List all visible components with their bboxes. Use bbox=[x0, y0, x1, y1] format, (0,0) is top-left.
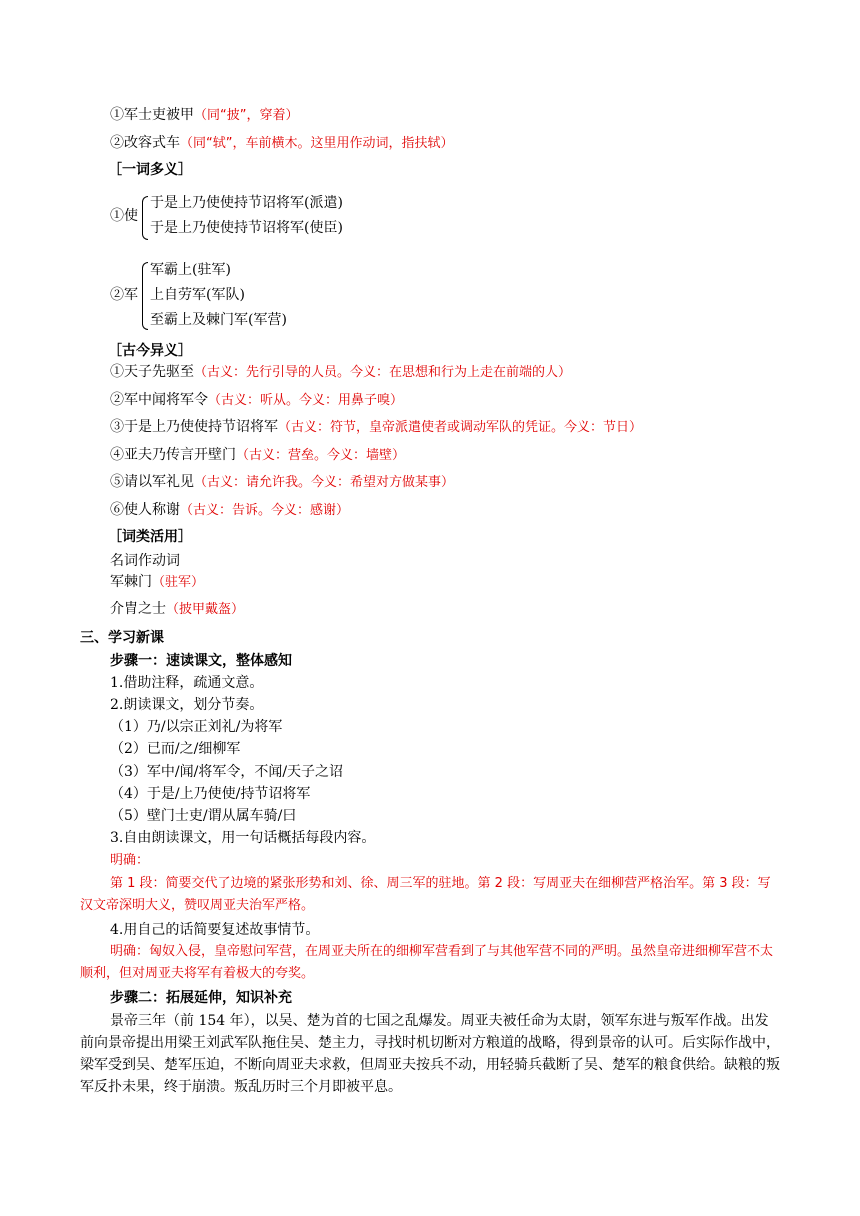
gujin-text: ⑤请以军礼见 bbox=[110, 474, 194, 490]
tongjia-text: ②改容式车 bbox=[110, 135, 180, 151]
gujin-item bbox=[110, 445, 405, 466]
paragraph: 4.用自己的话简要复述故事情节。 bbox=[110, 922, 320, 938]
jun-item: 军霸上(驻军) bbox=[150, 262, 231, 278]
tongjia-note: （同“披”，穿着） bbox=[194, 108, 299, 123]
step-heading: 步骤一：速读课文，整体感知 bbox=[110, 653, 292, 669]
gujin-item bbox=[110, 500, 349, 521]
rhythm-item: （5）壁门士吏/谓从属车骑/曰 bbox=[110, 808, 297, 824]
shi-label: ①使 bbox=[110, 208, 138, 224]
paragraph: 3.自由朗读课文，用一句话概括每段内容。 bbox=[110, 830, 376, 846]
gujin-text: ①天子先驱至 bbox=[110, 364, 194, 380]
gujin-text: ⑥使人称谢 bbox=[110, 502, 180, 518]
gujin-note: （古义：先行引导的人员。今义：在思想和行为上走在前端的人） bbox=[194, 365, 572, 380]
gujin-text: ③于是上乃使使持节诏将军 bbox=[110, 419, 278, 435]
answer-text: 明确：匈奴入侵，皇帝慰问军营，在周亚夫所在的细柳军营看到了与其他军营不同的严明。虽然皇帝进细柳军营不太顺利，但对周亚夫将军有着极大的夸奖。 bbox=[80, 944, 774, 981]
rhythm-item: （4）于是/上乃使使/持节诏将军 bbox=[110, 786, 311, 802]
step-heading: 步骤二：拓展延伸，知识补充 bbox=[110, 990, 292, 1006]
huoyong-heading: ［词类活用］ bbox=[108, 529, 192, 545]
gujin-note: （古义：告诉。今义：感谢） bbox=[180, 503, 350, 518]
huoyong-item bbox=[110, 572, 204, 593]
gujin-item bbox=[110, 472, 454, 493]
answer-text: 第 1 段：简要交代了边境的紧张形势和刘、徐、周三军的驻地。第 2 段：写周亚夫在细柳营严格治军。第 3 段：写汉文帝深明大义，赞叹周亚夫治军严格。 bbox=[80, 876, 771, 913]
gujin-text: ④亚夫乃传言开壁门 bbox=[110, 447, 236, 463]
paragraph: 2.朗读课文，划分节奏。 bbox=[110, 697, 264, 713]
huoyong-note: （披甲戴盔） bbox=[166, 602, 245, 617]
answer-label: 明确： bbox=[110, 853, 150, 868]
rhythm-item: （2）已而/之/细柳军 bbox=[110, 741, 241, 757]
gujin-text: ②军中闻将军令 bbox=[110, 392, 208, 408]
huoyong-text: 军棘门 bbox=[110, 574, 152, 590]
shi-item: 于是上乃使使持节诏将军(派遣) bbox=[150, 195, 343, 211]
rhythm-item: （3）军中/闻/将军令，不闻/天子之诏 bbox=[110, 764, 344, 780]
jun-label: ②军 bbox=[110, 287, 138, 303]
tongjia-item bbox=[110, 133, 453, 154]
huoyong-item bbox=[110, 599, 244, 620]
brace bbox=[142, 196, 148, 240]
gujin-note: （古义：符节，皇帝派遣使者或调动军队的凭证。今义：节日） bbox=[278, 420, 643, 435]
shi-item: 于是上乃使使持节诏将军(使臣) bbox=[150, 220, 343, 236]
rhythm-item: （1）乃/以宗正刘礼/为将军 bbox=[110, 719, 283, 735]
gujin-item bbox=[110, 362, 571, 383]
jun-item: 上自劳军(军队) bbox=[150, 287, 245, 303]
section-heading: 三、学习新课 bbox=[80, 630, 164, 646]
jun-item: 至霸上及棘门军(军营) bbox=[150, 312, 287, 328]
tongjia-item bbox=[110, 105, 298, 126]
extension-paragraph: 景帝三年（前 154 年），以吴、楚为首的七国之乱爆发。周亚夫被任命为太尉，领军东进与叛军作战。出发前向景帝提出用梁王刘武军队拖住吴、楚主力，寻找时机切断对方粮道的战略，得到景帝的认可。后实际作战中，梁军受到吴、楚军压迫，不断向周亚夫求救，但周亚夫按兵不动，用轻骑兵截断了吴、楚军的粮食供给。缺粮的叛军反扑未果，终于崩溃。叛乱历时三个月即被平息。 bbox=[80, 1013, 780, 1095]
gujin-note: （古义：请允许我。今义：希望对方做某事） bbox=[194, 475, 455, 490]
yici-heading: ［一词多义］ bbox=[108, 162, 192, 178]
gujin-note: （古义：听从。今义：用鼻子嗅） bbox=[208, 393, 404, 408]
huoyong-text: 介胄之士 bbox=[110, 601, 166, 617]
gujin-heading: ［古今异义］ bbox=[108, 343, 192, 359]
brace bbox=[142, 262, 148, 330]
gujin-item bbox=[110, 390, 403, 411]
gujin-note: （古义：营垒。今义：墙壁） bbox=[236, 448, 406, 463]
paragraph: 1.借助注释，疏通文意。 bbox=[110, 675, 264, 691]
huoyong-note: （驻军） bbox=[152, 575, 205, 590]
gujin-item bbox=[110, 417, 642, 438]
tongjia-note: （同“轼”，车前横木。这里用作动词，指扶轼） bbox=[180, 136, 454, 151]
huoyong-sub: 名词作动词 bbox=[110, 553, 180, 569]
tongjia-text: ①军士吏被甲 bbox=[110, 107, 194, 123]
